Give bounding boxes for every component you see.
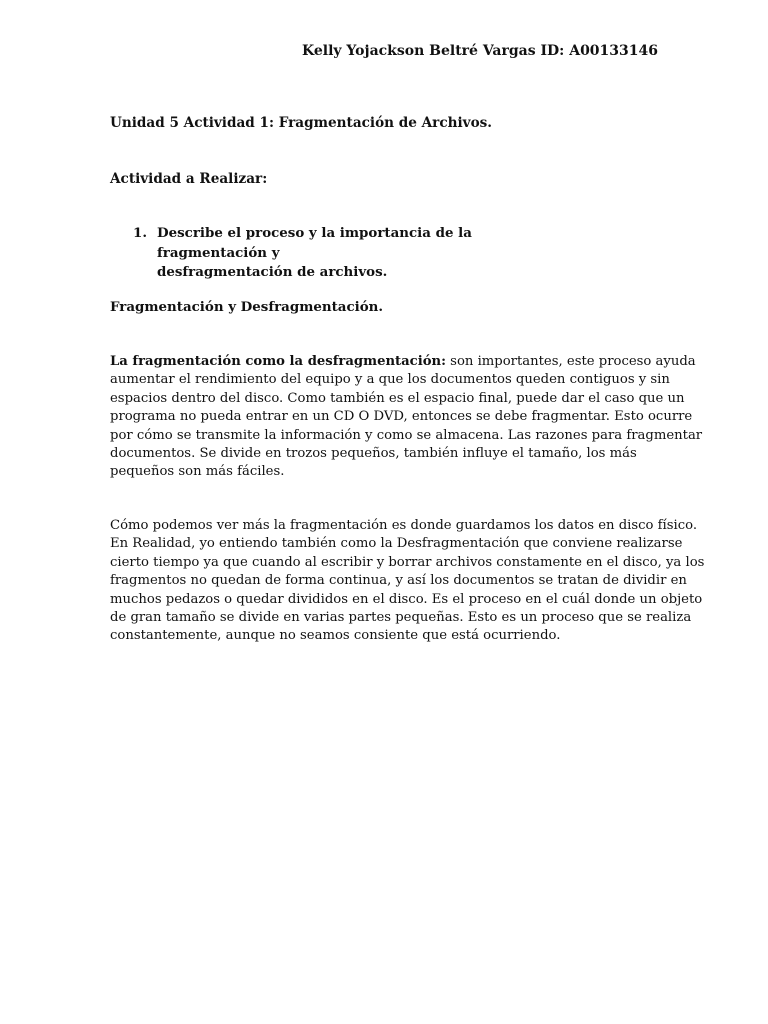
paragraph-line: En Realidad, yo entiendo también como la Desfragmentación que conviene realizarse (110, 536, 683, 552)
author-id-header: Kelly Yojackson Beltré Vargas ID: A00133146 (301, 43, 658, 59)
list-item-line: desfragmentación de archivos. (157, 264, 388, 280)
paragraph-line: fragmentos no quedan de forma continua, y así los documentos se tratan de dividir en (110, 573, 687, 589)
activity-heading: Actividad a Realizar: (110, 171, 268, 187)
paragraph-fragmentation (110, 353, 703, 482)
paragraph-line: por cómo se transmite la información y como se almacena. Las razones para fragmentar (110, 427, 703, 443)
paragraph-line: de gran tamaño se divide en varias partes pequeñas. Esto es un proceso que se realiza (110, 610, 692, 626)
list-number: 1. (133, 225, 147, 241)
paragraph-line: muchos pedazos o quedar divididos en el disco. Es el proceso en el cuál donde un objeto (110, 591, 703, 607)
paragraph-line: espacios dentro del disco. Como también es el espacio final, puede dar el caso que un (110, 390, 685, 406)
paragraph-line: programa no pueda entrar en un CD O DVD, entonces se debe fragmentar. Esto ocurre (110, 409, 693, 425)
paragraph-line: documentos. Se divide en trozos pequeños, también influye el tamaño, los más (110, 446, 637, 462)
paragraph-line: constantemente, aunque no seamos consiente que está ocurriendo. (110, 628, 561, 644)
paragraph-line: Cómo podemos ver más la fragmentación es donde guardamos los datos en disco físico. (110, 518, 698, 533)
bold-lead-text: La fragmentación como la desfragmentación: (110, 354, 446, 369)
list-item-line: Describe el proceso y la importancia de la fragmentación y (157, 225, 472, 261)
lead-line-rest: son importantes, este proceso ayuda (445, 354, 696, 369)
paragraph-line: cierto tiempo ya que cuando al escribir y borrar archivos constamente en el disco, ya los (110, 554, 705, 570)
paragraph-defragmentation (110, 517, 705, 646)
paragraph-line: aumentar el rendimiento del equipo y a que los documentos queden contiguos y sin (110, 372, 670, 388)
paragraph-line: pequeños son más fáciles. (110, 464, 285, 480)
section-heading: Fragmentación y Desfragmentación. (110, 299, 384, 315)
document-title: Unidad 5 Actividad 1: Fragmentación de Archivos. (110, 115, 493, 131)
numbered-list-item (133, 224, 563, 283)
paragraph-line (110, 353, 696, 371)
